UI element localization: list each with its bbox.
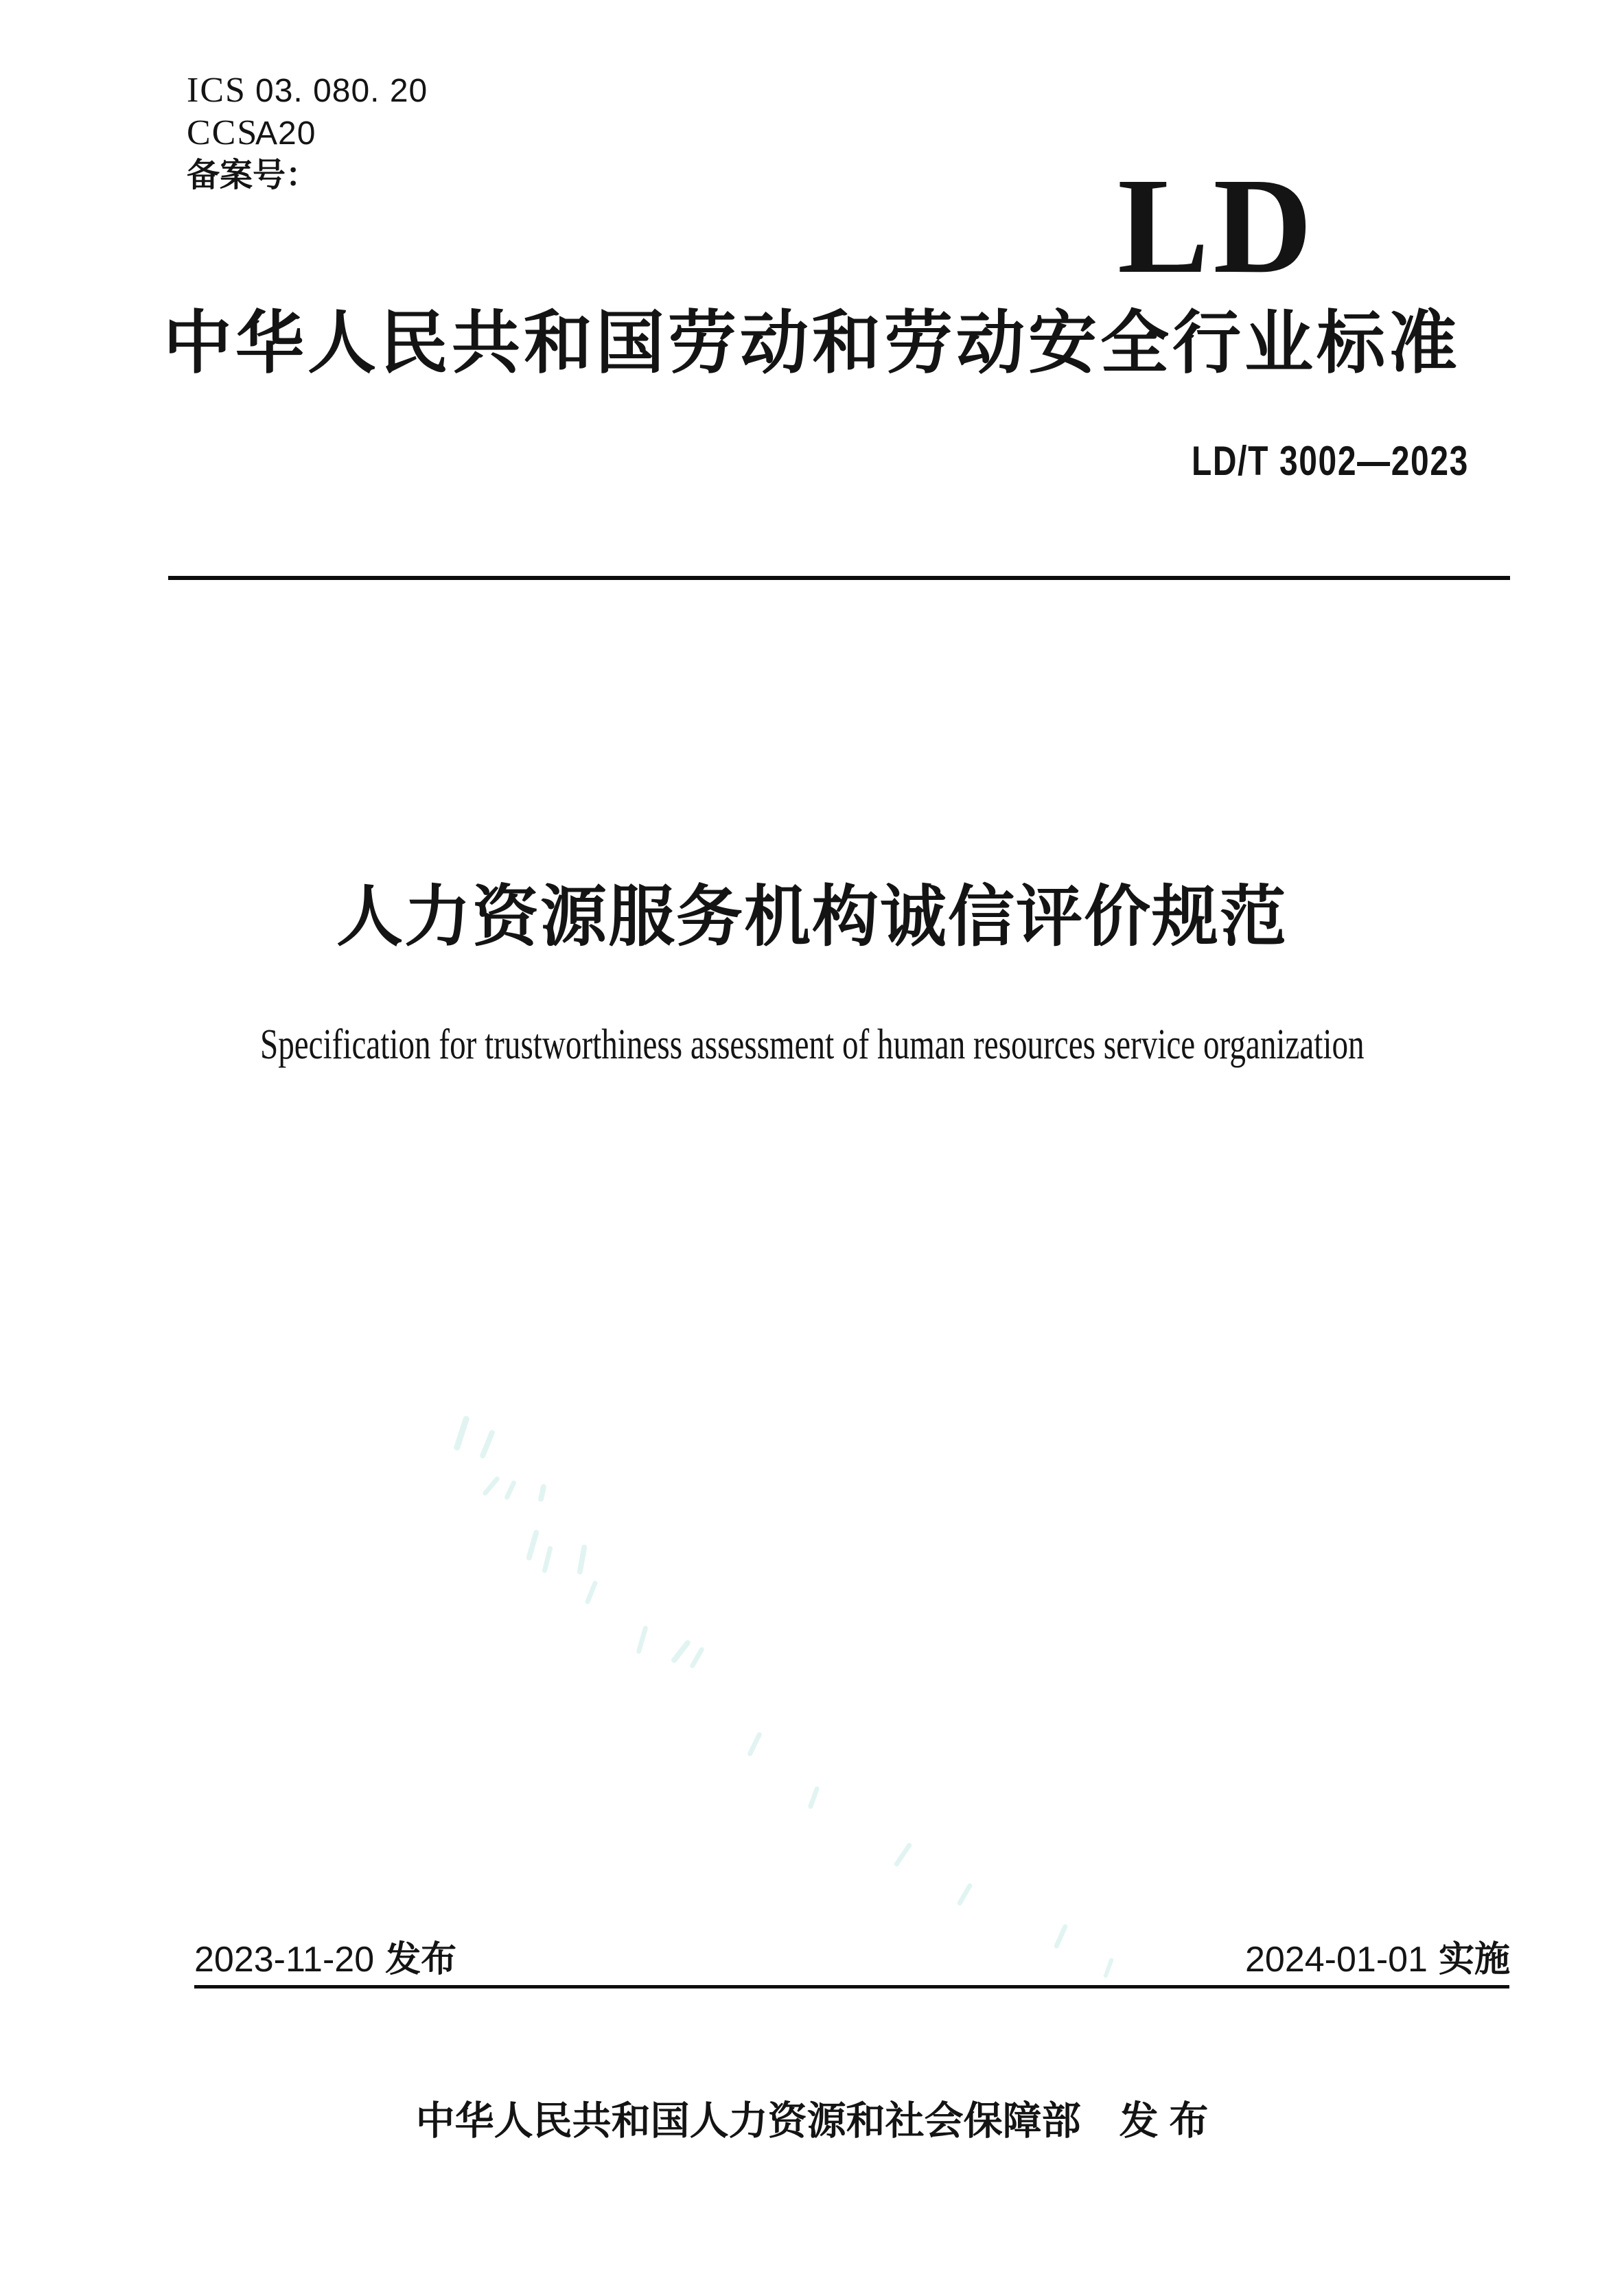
implement-label: 实施 [1438,1940,1510,1980]
release-label: 发 布 [1119,2099,1209,2143]
issue-date: 2023-11-20 [194,1940,375,1980]
scan-speck [537,1483,546,1502]
issuer-name: 中华人民共和国人力资源和社会保障部 [415,2099,1081,2143]
document-title-chinese: 人力资源服务机构诚信评价规范 [336,879,1288,954]
classification-codes [187,71,428,199]
issuer-line [0,2098,1624,2144]
standard-class-title: 中华人民共和国劳动和劳动安全行业标准 [163,305,1461,382]
ics-line [187,71,428,114]
bottom-divider [194,1985,1509,1988]
document-title-english: Specification for trustworthiness assessment of human resources service organization [259,1021,1365,1068]
scan-speck [671,1639,692,1664]
scan-speck [956,1883,973,1907]
scan-speck [542,1546,553,1574]
issue-date-line [194,1938,456,1981]
scan-speck [526,1529,540,1561]
scan-speck [479,1429,496,1459]
scan-speck [807,1786,820,1809]
ccs-value: A20 [255,115,316,152]
ccs-line [187,114,428,156]
scan-speck [747,1731,763,1756]
top-divider [168,576,1510,580]
filing-number-label: 备案号： [187,157,319,194]
implement-date-line [1245,1938,1510,1981]
document-title-english-wrap [0,1021,1624,1068]
scan-speck [893,1842,912,1867]
standard-number-text: LD/T 3002—2023 [1192,438,1469,484]
implement-date: 2024-01-01 [1244,1940,1428,1980]
scan-speck [1054,1923,1069,1949]
scan-speck [504,1480,517,1500]
scan-speck [482,1476,500,1497]
scan-speck [689,1647,705,1669]
ccs-label: CCS [187,113,259,152]
ics-label: ICS [187,71,246,110]
scan-speck [636,1625,648,1654]
scan-speck [1103,1958,1114,1978]
ld-logo: LD [1117,150,1316,302]
filing-number-line [187,156,428,199]
scan-speck [577,1544,588,1575]
scan-speck [453,1415,470,1451]
ics-value: 03. 080. 20 [255,73,428,109]
issue-label: 发布 [385,1940,457,1980]
scan-speck [585,1580,599,1605]
standard-number [1122,438,1469,484]
